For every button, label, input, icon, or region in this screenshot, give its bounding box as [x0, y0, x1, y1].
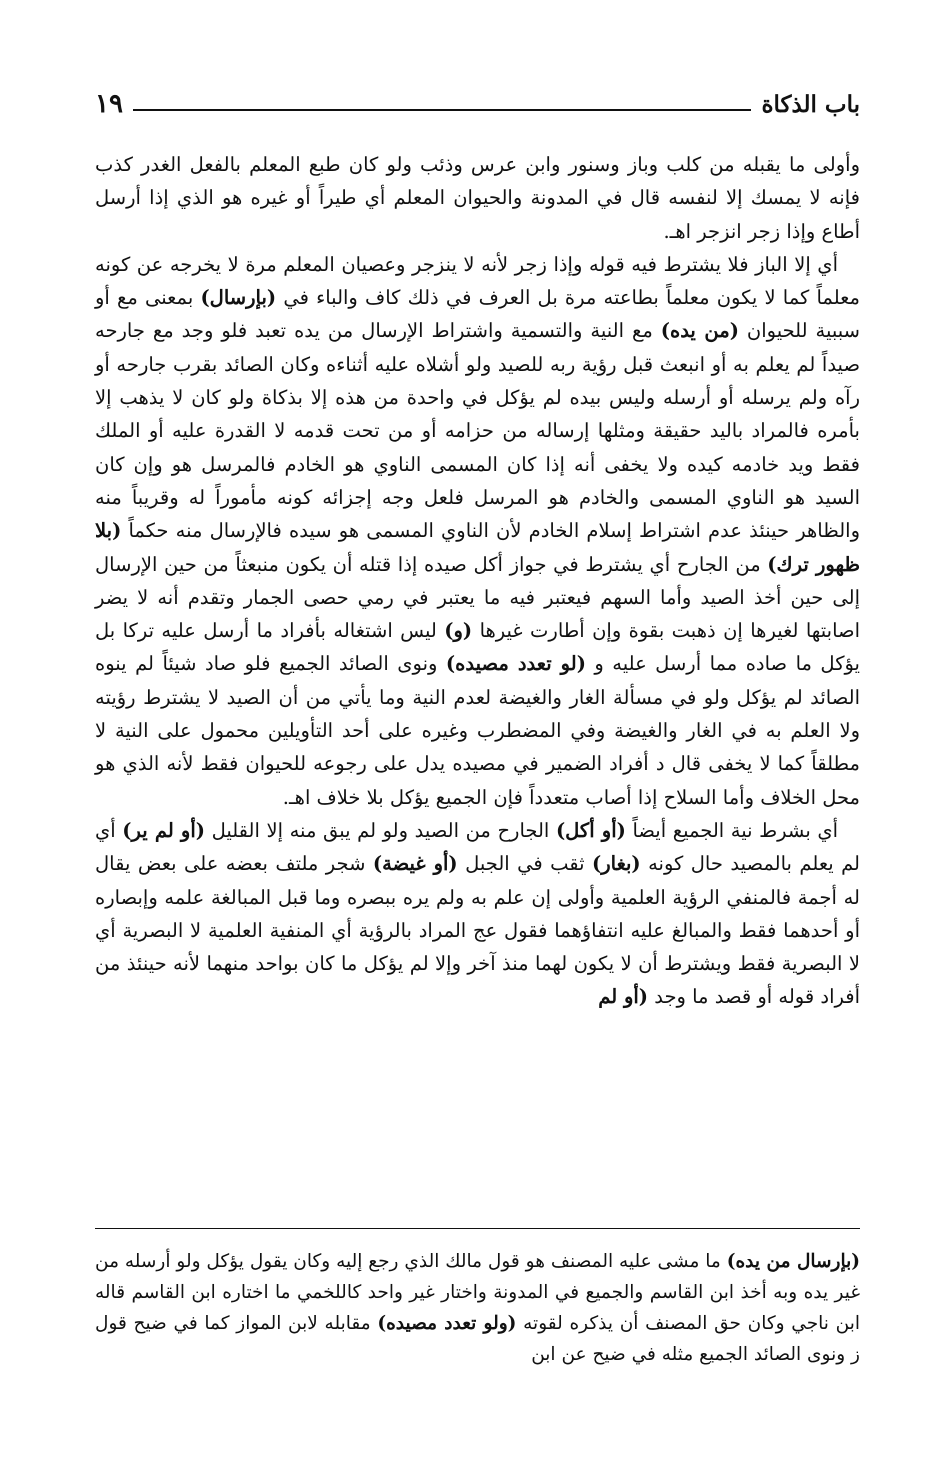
text-run: ما مشى عليه المصنف هو قول مالك الذي رجع إليه وكان يقول يؤكل ولو أرسله من غير يده وبه أخذ ابن القاسم والجميع في المدونة واختار غير واحد كاللخمي ما اختاره ابن القاسم قاله ابن ناجي وكان حق المصنف أن يذكره لقوته — [95, 1251, 860, 1334]
page-number: ١٩ — [95, 89, 123, 119]
text-run: ثقب في الجبل — [457, 852, 592, 876]
bold-term: (ولو تعدد مصيده) — [377, 1313, 517, 1334]
bold-term: (بلا ظهور ترك) — [95, 519, 860, 576]
text-run: أي بشرط نية الجميع أيضاً — [625, 818, 839, 842]
bold-term: (لو تعدد مصيده) — [445, 652, 586, 676]
bold-term: (أو لم — [598, 985, 649, 1009]
text-run: مقابله لابن المواز كما في ضيح قول ز ونوى الصائد الجميع مثله في ضيح عن ابن — [95, 1313, 860, 1365]
text-run: أي لم يعلم بالمصيد حال كونه — [95, 818, 860, 876]
bold-term: (بغار) — [592, 852, 641, 876]
bold-term: (أو أكل) — [555, 818, 626, 842]
text-run: شجر ملتف بعضه على بعض يقال له أجمة فالمنفي الرؤية العلمية وأولى إن علم به ولم يره ببصره وما قبل المبالغة علمه وإبصاره أو أحدهما فقط والمبالغ عليه انتفاؤهما فقول عج المراد بالرؤية أي المنفية العلمية لا البصرية أي لا البصرية فقط ويشترط أن لا يكون لهما منذ آخر وإلا لم يؤكل ما كان بواحد منهما لأنه حينئذ من أفراد قوله أو قصد ما وجد — [95, 852, 860, 1009]
main-text — [95, 148, 860, 1014]
text-run: ليس اشتغاله بأفراد ما أرسل عليه تركا بل يؤكل ما صاده مما أرسل عليه و — [95, 619, 860, 676]
text-run: أي إلا الباز فلا يشترط فيه قوله وإذا زجر لأنه لا ينزجر وعصيان المعلم مرة لا يخرجه عن كونه معلماً كما لا يكون معلماً بطاعته مرة بل العرف في ذلك كاف والباء في — [95, 252, 861, 310]
paragraph-2 — [95, 248, 860, 814]
text-run: ونوى الصائد الجميع فلو صاد شيئاً لم ينوه الصائد لم يؤكل ولو في مسألة الغار والغيضة لعدم النية وما يأتي من أن الصيد لا يشترط رؤيته ولا العلم به في الغار والغيضة وفي المضطرب وغيره على أحد التأويلين محمول على النية لا مطلقاً كما لا يخفى قال د أفراد الضمير في مصيده يدل على رجوعه للحيوان فقط لأنه الذي هو محل الخلاف وأما السلاح إذا أصاب متعدداً فإن الجميع يؤكل بلا خلاف اهـ. — [95, 652, 860, 809]
text-run: مع النية والتسمية واشتراط الإرسال من يده تعبد فلو وجد مع جارحه صيداً لم يعلم به أو انبعث قبل رؤية ربه للصيد ولو أشلاه عليه أثناءه وكان الصائد بقرب جارحه أو رآه ولم يرسله أو أرسله وليس بيده لم يؤكل في واحدة من هذه إلا بذكاة ولو كان لا يذهب إلا بأمره فالمراد باليد حقيقة ومثلها إرساله من حزامه أو من تحت قدمه لا القدرة عليه أو الملك فقط ويد خادمه كيده ولا يخفى أنه إذا كان المسمى الناوي هو الخادم فالمرسل هو وإن كان السيد هو الناوي المسمى والخادم هو المرسل فلعل وجه إجزائه كونه مأموراً له وقريباً منه والظاهر حينئذ عدم اشتراط إسلام الخادم لأن الناوي المسمى هو سيده فالإرسال منه حكماً — [95, 319, 860, 543]
text-run: بمعنى مع أو سببية للحيوان — [95, 286, 860, 343]
footnote-paragraph — [95, 1246, 860, 1370]
text-run: الجارح من الصيد ولو لم يبق منه إلا القليل — [205, 818, 556, 842]
bold-term: (بإرسال من يده) — [726, 1251, 860, 1272]
header-rule — [133, 109, 752, 111]
chapter-title: باب الذكاة — [761, 90, 860, 118]
bold-term: (من يده) — [660, 319, 739, 343]
bold-term: (بإرسال) — [200, 286, 277, 310]
paragraph-3 — [95, 814, 860, 1014]
paragraph-1: وأولى ما يقبله من كلب وباز وسنور وابن عرس وذئب ولو كان طبع المعلم بالفعل الغدر كذب فإنه لا يمسك إلا لنفسه قال في المدونة والحيوان المعلم أي طيراً أو غيره هو الذي إذا أرسل أطاع وإذا زجر انزجر اهـ. — [95, 153, 860, 243]
bold-term: (و) — [444, 619, 473, 643]
footnote — [95, 1246, 860, 1370]
text-run: من الجارح أي يشترط في جواز أكل صيده إذا قتله أن يكون منبعثاً من حين الإرسال إلى حين أخذ الصيد وأما السهم فيعتبر فيه ما يعتبر في رمي حصى الجمار وتقدم أنه لا يضر اصابتها لغيرها إن ذهبت بقوة وإن أطارت غيرها — [95, 552, 861, 643]
page-header — [95, 86, 860, 122]
footnote-separator — [95, 1228, 860, 1229]
bold-term: (أو لم ير) — [122, 818, 205, 842]
bold-term: (أو غيضة) — [372, 852, 458, 876]
